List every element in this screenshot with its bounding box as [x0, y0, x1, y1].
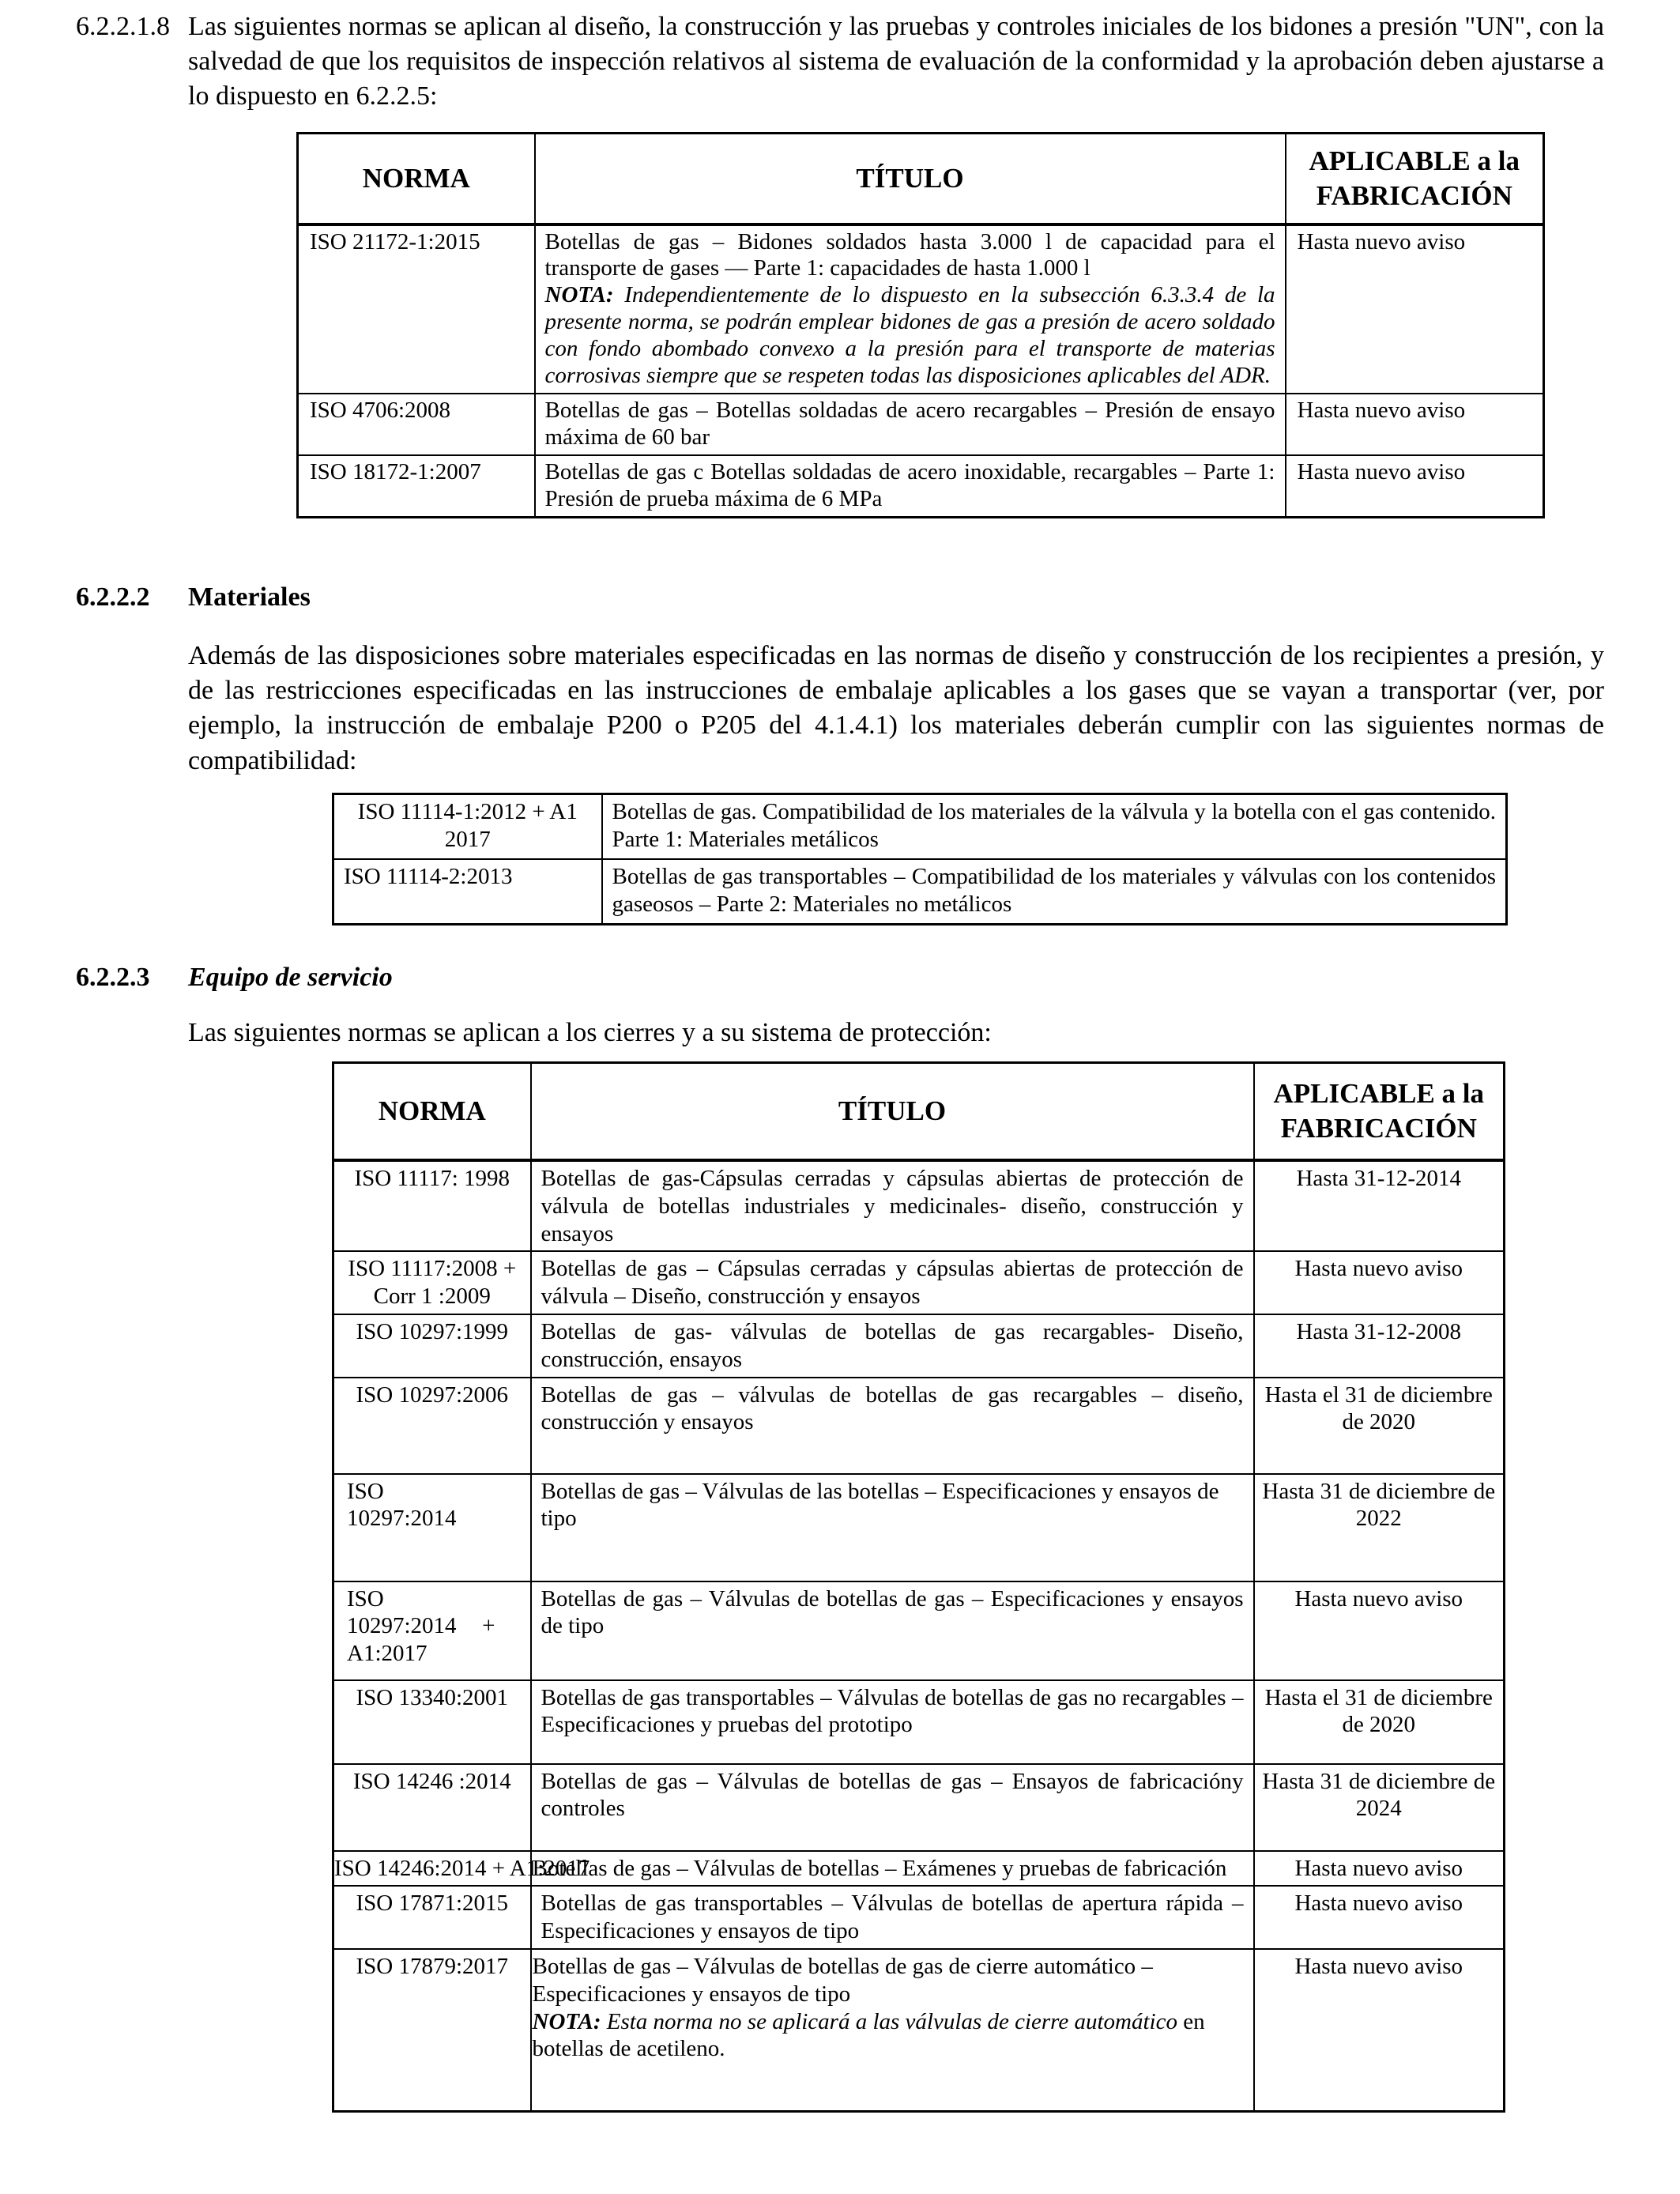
cell-titulo: Botellas de gas – Botellas soldadas de acero recargables – Presión de ensayo máxima de 60 bar — [535, 394, 1286, 455]
table-service-equipment-standards — [332, 1061, 1505, 2113]
table-row — [333, 1581, 1505, 1680]
table-row — [298, 224, 1544, 394]
cell-titulo — [531, 1949, 1254, 2112]
cell-titulo: Botellas de gas – Válvulas de botellas de gas – Especificaciones y ensayos de tipo — [531, 1581, 1254, 1680]
nota-text: NOTA: Independientemente de lo dispuesto en la subsección 6.3.3.4 de la presente norma, se podrán emplear bidones de gas a presión de acero soldado con fondo abombado convexo a la presión para el transporte de materias corrosivas siempre que se respeten todas las disposiciones aplicables del ADR. — [544, 282, 1275, 389]
cell-aplicable: Hasta nuevo aviso — [1286, 455, 1544, 517]
column-header-titulo: TÍTULO — [535, 133, 1286, 224]
section-6-2-2-2 — [76, 580, 1604, 925]
column-header-norma: NORMA — [298, 133, 535, 224]
nota-label: NOTA: — [544, 282, 614, 308]
table-row — [298, 455, 1544, 517]
section-heading-equipo-de-servicio: Equipo de servicio — [188, 962, 393, 992]
cell-norma: ISO 11114-2:2013 — [333, 859, 602, 925]
cell-norma: ISO 10297:2014 + A1:2017 — [333, 1581, 531, 1680]
section-number: 6.2.2.3 — [76, 962, 150, 992]
table-row — [333, 1474, 1505, 1581]
titulo-text: Botellas de gas – Bidones soldados hasta 3.000 l de capacidad para el transporte de gases — Parte 1: capacidades de hasta 1.000 l — [544, 228, 1275, 281]
column-header-norma: NORMA — [333, 1063, 531, 1161]
column-header-titulo: TÍTULO — [531, 1063, 1254, 1161]
cell-aplicable: Hasta nuevo aviso — [1286, 224, 1544, 394]
cell-titulo: Botellas de gas transportables – Válvulas de botellas de gas no recargables – Especificaciones y pruebas del prototipo — [531, 1680, 1254, 1764]
table-row — [298, 394, 1544, 455]
section-body — [188, 580, 1604, 925]
cell-aplicable: Hasta 31 de diciembre de 2024 — [1254, 1764, 1505, 1851]
cell-titulo: Botellas de gas c Botellas soldadas de acero inoxidable, recargables – Parte 1: Presión de prueba máxima de 6 MPa — [535, 455, 1286, 517]
cell-aplicable: Hasta 31-12-2008 — [1254, 1314, 1505, 1378]
cell-aplicable: Hasta nuevo aviso — [1254, 1581, 1505, 1680]
section-body — [188, 960, 1604, 2113]
table-row — [333, 1680, 1505, 1764]
cell-norma: ISO 14246 :2014 — [333, 1764, 531, 1851]
cell-norma: ISO 10297:2006 — [333, 1378, 531, 1474]
cell-aplicable: Hasta el 31 de diciembre de 2020 — [1254, 1680, 1505, 1764]
nota-text: NOTA: Esta norma no se aplicará a las válvulas de cierre automático en botellas de acetileno. — [532, 2008, 1205, 2062]
cell-norma: ISO 17879:2017 — [333, 1949, 531, 2112]
paragraph-intro-drums: Las siguientes normas se aplican al diseño, la construcción y las pruebas y controles iniciales de los bidones a presión "UN", con la salvedad de que los requisitos de inspección relativos al sistema de evaluación de la conformidad y la aprobación deben ajustarse a lo dispuesto en 6.2.2.5: — [188, 12, 1604, 111]
table-row — [333, 1764, 1505, 1851]
paragraph-materiales: Además de las disposiciones sobre materiales especificadas en las normas de diseño y construcción de los recipientes a presión, y de las restricciones especificadas en las instrucciones de embalaje aplicables a los gases que se vayan a transportar (ver, por ejemplo, la instrucción de embalaje P200 o P205 del 4.1.4.1) los materiales deberán cumplir con las siguientes normas de compatibilidad: — [188, 640, 1604, 775]
cell-norma: ISO 21172-1:2015 — [298, 224, 535, 394]
cell-aplicable: Hasta nuevo aviso — [1254, 1949, 1505, 2112]
section-body — [188, 9, 1604, 518]
table-row — [333, 1886, 1505, 1949]
cell-titulo: Botellas de gas – Válvulas de botellas – Exámenes y pruebas de fabricación — [531, 1851, 1254, 1887]
cell-aplicable: Hasta nuevo aviso — [1254, 1851, 1505, 1887]
cell-titulo: Botellas de gas – Válvulas de botellas de gas – Ensayos de fabricacióny controles — [531, 1764, 1254, 1851]
cell-norma: ISO 11114-1:2012 + A1 2017 — [333, 794, 602, 859]
cell-titulo: Botellas de gas. Compatibilidad de los materiales de la válvula y la botella con el gas contenido. Parte 1: Materiales metálicos — [602, 794, 1507, 859]
section-6-2-2-3 — [76, 960, 1604, 2113]
titulo-text: Botellas de gas – Válvulas de botellas de gas de cierre automático – Especificaciones y ensayos de tipo — [532, 1954, 1153, 2007]
cell-norma: ISO 10297:2014 — [333, 1474, 531, 1581]
table-row — [333, 1378, 1505, 1474]
cell-aplicable: Hasta nuevo aviso — [1254, 1886, 1505, 1949]
cell-titulo: Botellas de gas – Válvulas de las botellas – Especificaciones y ensayos de tipo — [531, 1474, 1254, 1581]
section-heading-materiales: Materiales — [188, 582, 311, 612]
table-header-row — [333, 1063, 1505, 1161]
cell-aplicable: Hasta 31 de diciembre de 2022 — [1254, 1474, 1505, 1581]
table-row — [333, 794, 1507, 859]
table-row — [333, 1949, 1505, 2112]
cell-titulo — [535, 224, 1286, 394]
table-row — [333, 1251, 1505, 1314]
cell-norma: ISO 18172-1:2007 — [298, 455, 535, 517]
cell-aplicable: Hasta nuevo aviso — [1286, 394, 1544, 455]
table-row — [333, 1851, 1505, 1887]
nota-label: NOTA: — [532, 2008, 601, 2034]
column-header-aplicable: APLICABLE a la FABRICACIÓN — [1286, 133, 1544, 224]
cell-aplicable: Hasta 31-12-2014 — [1254, 1160, 1505, 1251]
cell-titulo: Botellas de gas – Cápsulas cerradas y cápsulas abiertas de protección de válvula – Diseño, construcción y ensayos — [531, 1251, 1254, 1314]
table-row — [333, 1160, 1505, 1251]
cell-aplicable: Hasta nuevo aviso — [1254, 1251, 1505, 1314]
section-6-2-2-1-8 — [76, 9, 1604, 518]
cell-titulo: Botellas de gas – válvulas de botellas de gas recargables – diseño, construcción y ensayos — [531, 1378, 1254, 1474]
table-header-row — [298, 133, 1544, 224]
cell-titulo: Botellas de gas- válvulas de botellas de gas recargables- Diseño, construcción, ensayos — [531, 1314, 1254, 1378]
cell-norma: ISO 17871:2015 — [333, 1886, 531, 1949]
cell-norma: ISO 11117:2008 + Corr 1 :2009 — [333, 1251, 531, 1314]
column-header-aplicable: APLICABLE a la FABRICACIÓN — [1254, 1063, 1505, 1161]
cell-norma: ISO 11117: 1998 — [333, 1160, 531, 1251]
section-number: 6.2.2.2 — [76, 582, 150, 612]
cell-aplicable: Hasta el 31 de diciembre de 2020 — [1254, 1378, 1505, 1474]
cell-norma: ISO 14246:2014 + A1:2017 — [333, 1851, 531, 1887]
table-row — [333, 859, 1507, 925]
table-pressure-drum-standards — [296, 132, 1545, 518]
section-number: 6.2.2.1.8 — [76, 12, 170, 41]
cell-titulo: Botellas de gas transportables – Válvulas de botellas de apertura rápida – Especificaciones y ensayos de tipo — [531, 1886, 1254, 1949]
cell-titulo: Botellas de gas-Cápsulas cerradas y cápsulas abiertas de protección de válvula de botellas industriales y medicinales- diseño, construcción y ensayos — [531, 1160, 1254, 1251]
cell-norma: ISO 13340:2001 — [333, 1680, 531, 1764]
paragraph-cierres: Las siguientes normas se aplican a los cierres y a su sistema de protección: — [188, 1017, 992, 1047]
table-material-compatibility — [332, 793, 1508, 925]
cell-norma: ISO 10297:1999 — [333, 1314, 531, 1378]
cell-titulo: Botellas de gas transportables – Compatibilidad de los materiales y válvulas con los contenidos gaseosos – Parte 2: Materiales no metálicos — [602, 859, 1507, 925]
cell-norma: ISO 4706:2008 — [298, 394, 535, 455]
table-row — [333, 1314, 1505, 1378]
